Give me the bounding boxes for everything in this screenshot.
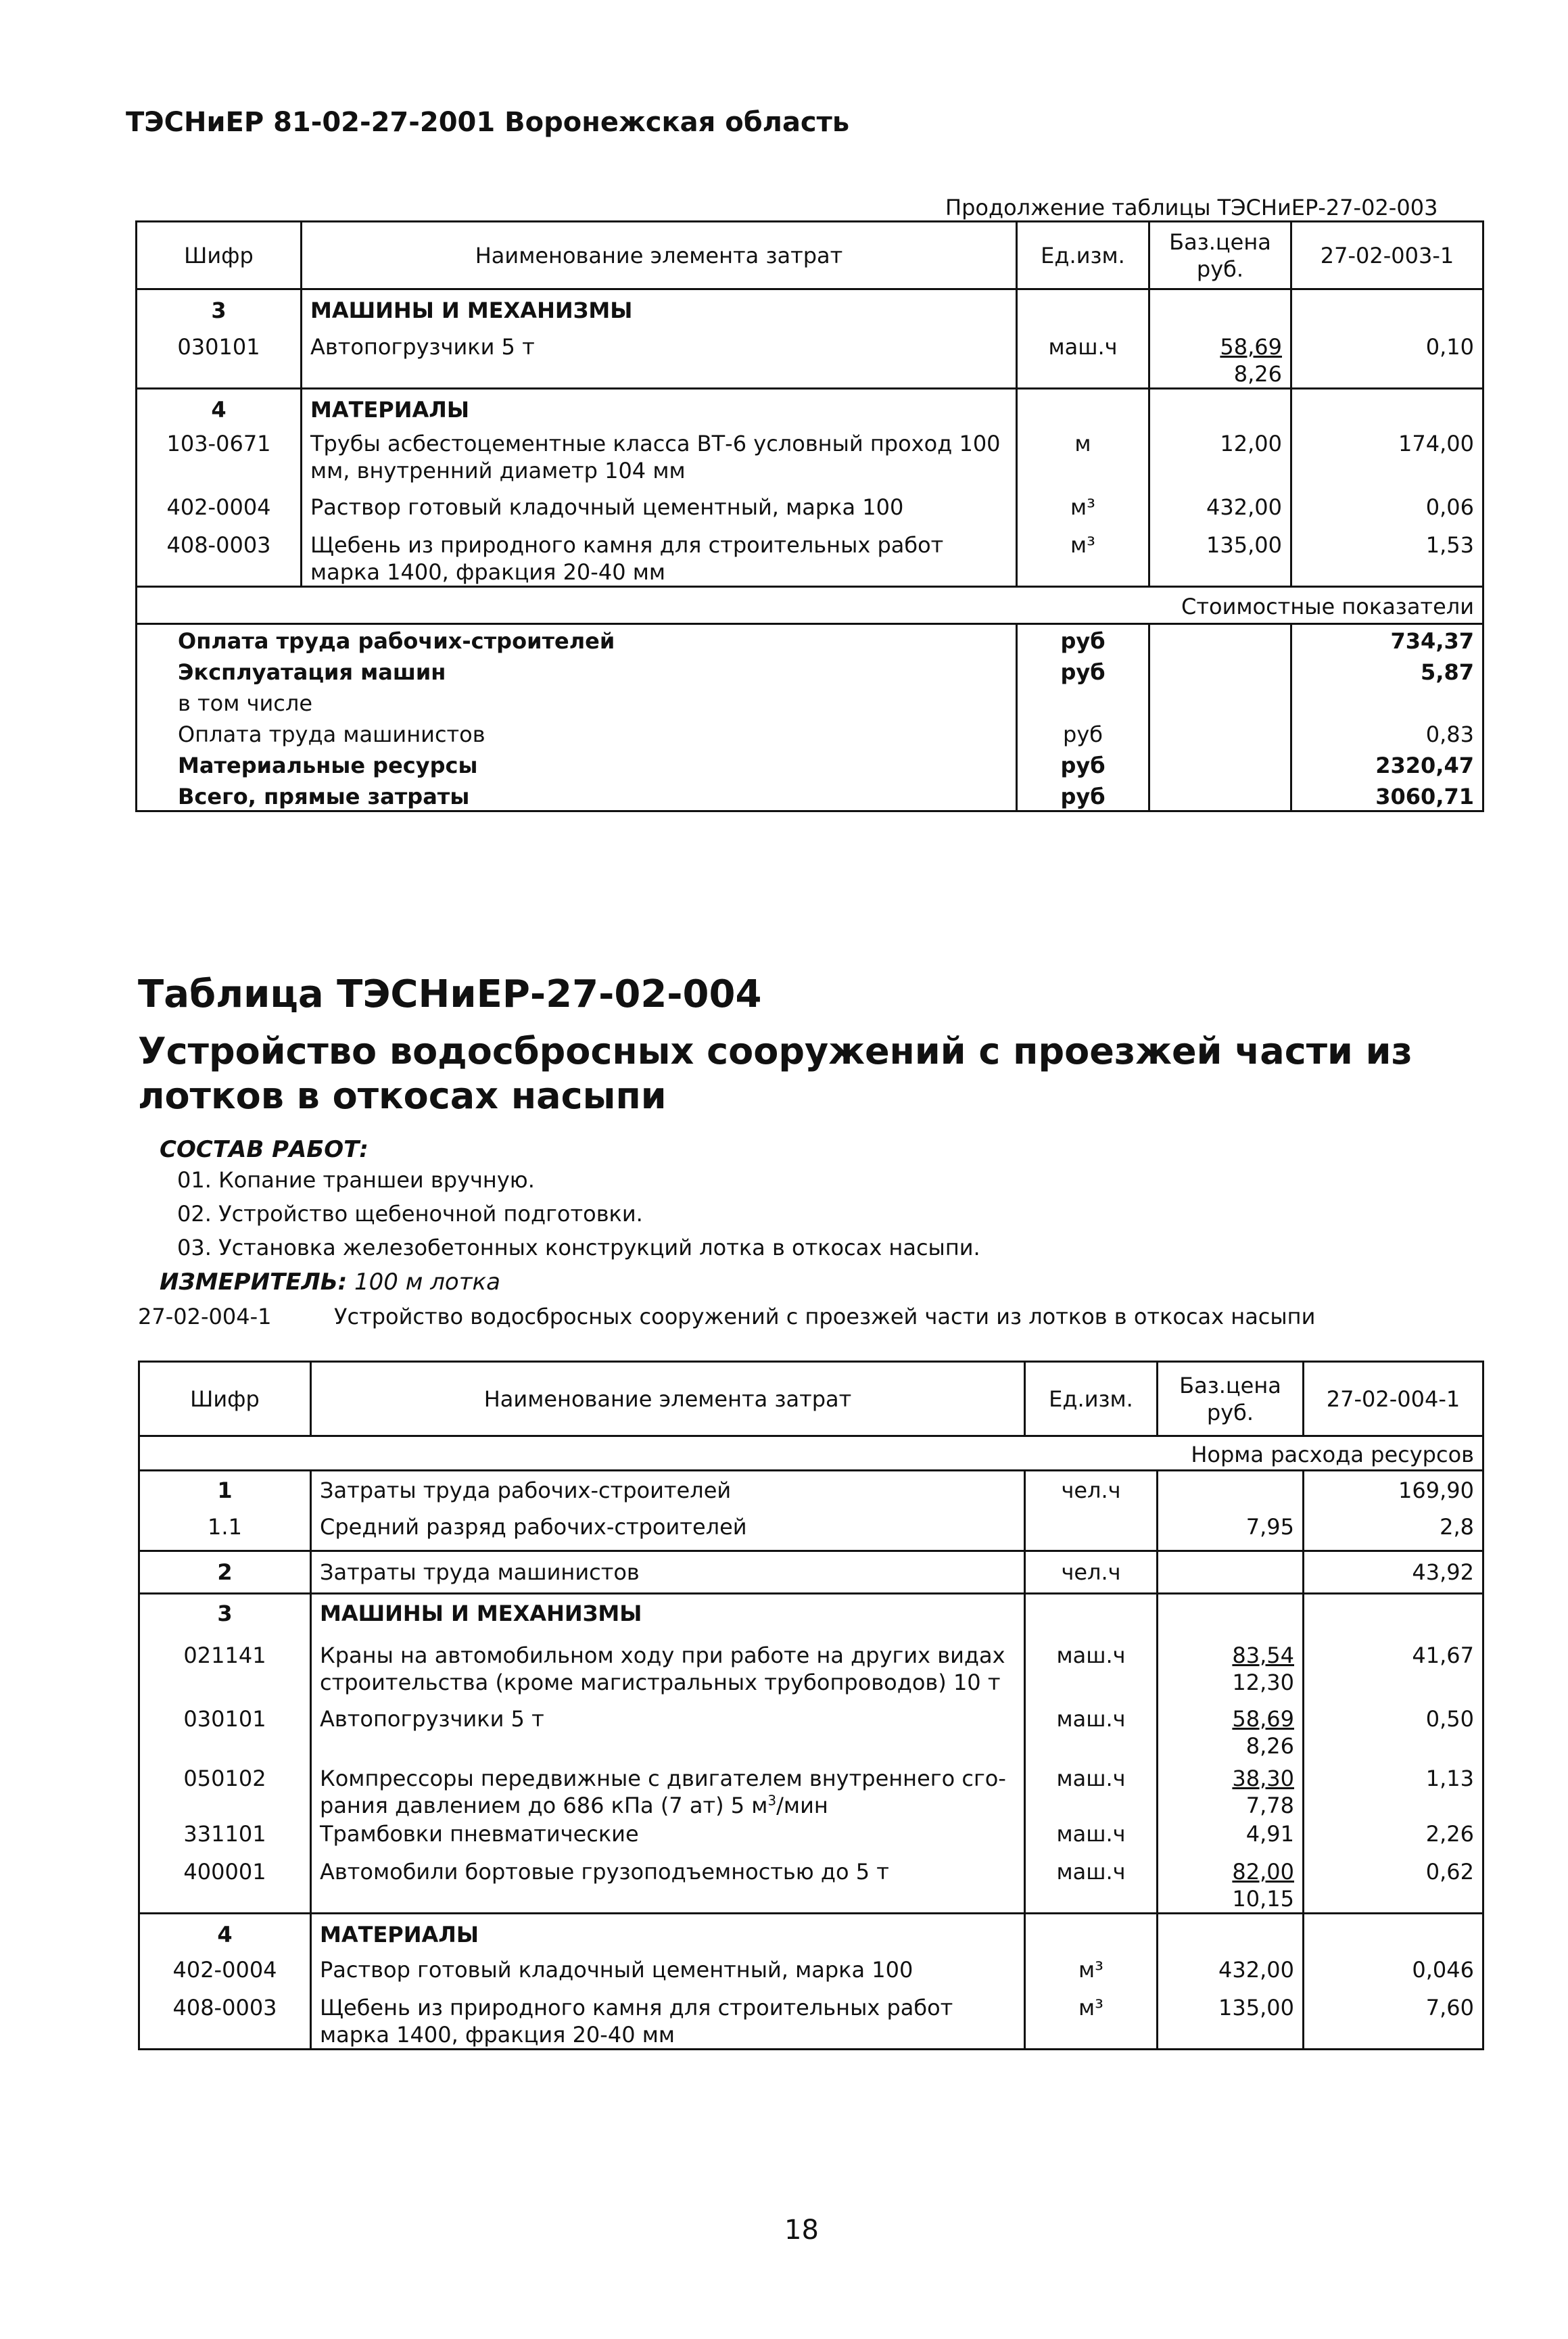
cost-row: в том числе bbox=[137, 686, 1483, 717]
table-row: 103-0671 Трубы асбестоцементные класса ВТ-6 условный проход 100 мм, внутренний диаметр 104 мм м 12,00 174,00 bbox=[137, 423, 1483, 484]
norm-code: 27-02-004-1 bbox=[138, 1304, 272, 1329]
table-row: 1 Затраты труда рабочих-строителей чел.ч 169,90 bbox=[139, 1471, 1483, 1505]
work-item: 02. Устройство щебеночной подготовки. bbox=[177, 1201, 643, 1227]
table-row: 402-0004 Раствор готовый кладочный цементный, марка 100 м³ 432,00 0,06 bbox=[137, 484, 1483, 521]
header-norm-code: 27-02-003-1 bbox=[1291, 222, 1483, 289]
meter-value: 100 м лотка bbox=[354, 1269, 500, 1296]
continuation-note: Продолжение таблицы ТЭСНиЕР-27-02-003 bbox=[945, 195, 1438, 220]
cost-row: Всего, прямые затраты руб 3060,71 bbox=[137, 779, 1483, 811]
header-name: Наименование элемента затрат bbox=[302, 222, 1017, 289]
norm-code-line bbox=[138, 1304, 1315, 1329]
table-subtitle: Устройство водосбросных сооружений с проезжей части из лотков в откосах насыпи bbox=[138, 1030, 1412, 1117]
page-header: ТЭСНиЕР 81-02-27-2001 Воронежская область bbox=[126, 107, 850, 138]
table-row: 408-0003 Щебень из природного камня для строительных работ марка 1400, фракция 20-40 мм м³ 135,00 1,53 bbox=[137, 521, 1483, 587]
table-row: 021141 Краны на автомобильном ходу при работе на других видах строительства (кроме магистральных трубопроводов) 10 т маш.ч 83,54 12,30 41,67 bbox=[139, 1627, 1483, 1700]
meter-label: ИЗМЕРИТЕЛЬ: bbox=[160, 1269, 348, 1296]
cost-header: Стоимостные показатели bbox=[1149, 587, 1483, 624]
header-code: Шифр bbox=[139, 1362, 311, 1436]
section-row-machines bbox=[137, 289, 1483, 325]
cost-row: Оплата труда рабочих-строителей руб 734,37 bbox=[137, 624, 1483, 655]
section-title: МАШИНЫ И МЕХАНИЗМЫ bbox=[302, 289, 1017, 325]
section-row-machines: 3 МАШИНЫ И МЕХАНИЗМЫ bbox=[139, 1594, 1483, 1628]
cost-row: Эксплуатация машин руб 5,87 bbox=[137, 655, 1483, 686]
compressor-name: Компрессоры передвижные с двигателем внутреннего сго-рания давлением до 686 кПа (7 ат) 5 $м^3$/мин bbox=[311, 1759, 1025, 1819]
norm-header-row bbox=[139, 1436, 1483, 1471]
header-unit: Ед.изм. bbox=[1025, 1362, 1158, 1436]
table-row: 2 Затраты труда машинистов чел.ч 43,92 bbox=[139, 1551, 1483, 1594]
norm-description: Устройство водосбросных сооружений с проезжей части из лотков в откосах насыпи bbox=[334, 1304, 1316, 1329]
header-norm-code: 27-02-004-1 bbox=[1304, 1362, 1483, 1436]
work-item: 01. Копание траншеи вручную. bbox=[177, 1167, 535, 1193]
page-number: 18 bbox=[784, 2215, 819, 2246]
works-label: СОСТАВ РАБОТ: bbox=[160, 1136, 369, 1163]
table-row: 030101 Автопогрузчики 5 т маш.ч 58,69 8,26 0,10 bbox=[137, 324, 1483, 389]
table-row: 1.1 Средний разряд рабочих-строителей 7,95 2,8 bbox=[139, 1504, 1483, 1551]
cost-header-row bbox=[137, 587, 1483, 624]
table-title: Таблица ТЭСНиЕР-27-02-004 bbox=[138, 972, 762, 1016]
meter bbox=[160, 1269, 500, 1296]
resource-table-2 bbox=[138, 1361, 1484, 2050]
table-row: 030101 Автопогрузчики 5 т маш.ч 58,69 8,26 0,50 bbox=[139, 1700, 1483, 1759]
table-header-row bbox=[137, 222, 1483, 289]
cost-row: Материальные ресурсы руб 2320,47 bbox=[137, 748, 1483, 779]
header-code: Шифр bbox=[137, 222, 302, 289]
resource-table-1 bbox=[135, 220, 1484, 812]
table-header-row bbox=[139, 1362, 1483, 1436]
table-row: 331101 Трамбовки пневматические маш.ч 4,91 2,26 bbox=[139, 1819, 1483, 1858]
header-price: Баз.цена руб. bbox=[1158, 1362, 1304, 1436]
cost-row: Оплата труда машинистов руб 0,83 bbox=[137, 717, 1483, 748]
section-num: 3 bbox=[137, 289, 302, 325]
section-row-materials: 4 МАТЕРИАЛЫ bbox=[139, 1914, 1483, 1949]
section-row-materials: 4 МАТЕРИАЛЫ bbox=[137, 389, 1483, 424]
header-unit: Ед.изм. bbox=[1017, 222, 1149, 289]
table-row: 400001 Автомобили бортовые грузоподъемностью до 5 т маш.ч 82,00 10,15 0,62 bbox=[139, 1858, 1483, 1914]
work-item: 03. Установка железобетонных конструкций лотка в откосах насыпи. bbox=[177, 1235, 980, 1260]
header-name: Наименование элемента затрат bbox=[311, 1362, 1025, 1436]
table-row: 402-0004 Раствор готовый кладочный цементный, марка 100 м³ 432,00 0,046 bbox=[139, 1948, 1483, 1983]
norm-header: Норма расхода ресурсов bbox=[1158, 1436, 1483, 1471]
table-row: 408-0003 Щебень из природного камня для строительных работ марка 1400, фракция 20-40 мм м³ 135,00 7,60 bbox=[139, 1983, 1483, 2050]
header-price: Баз.цена руб. bbox=[1149, 222, 1291, 289]
table-row: 050102 Компрессоры передвижные с двигателем внутреннего сго-рания давлением до 686 кПа (7 ат) 5 $м^3$/мин маш.ч 38,30 7,78 1,13 bbox=[139, 1759, 1483, 1819]
